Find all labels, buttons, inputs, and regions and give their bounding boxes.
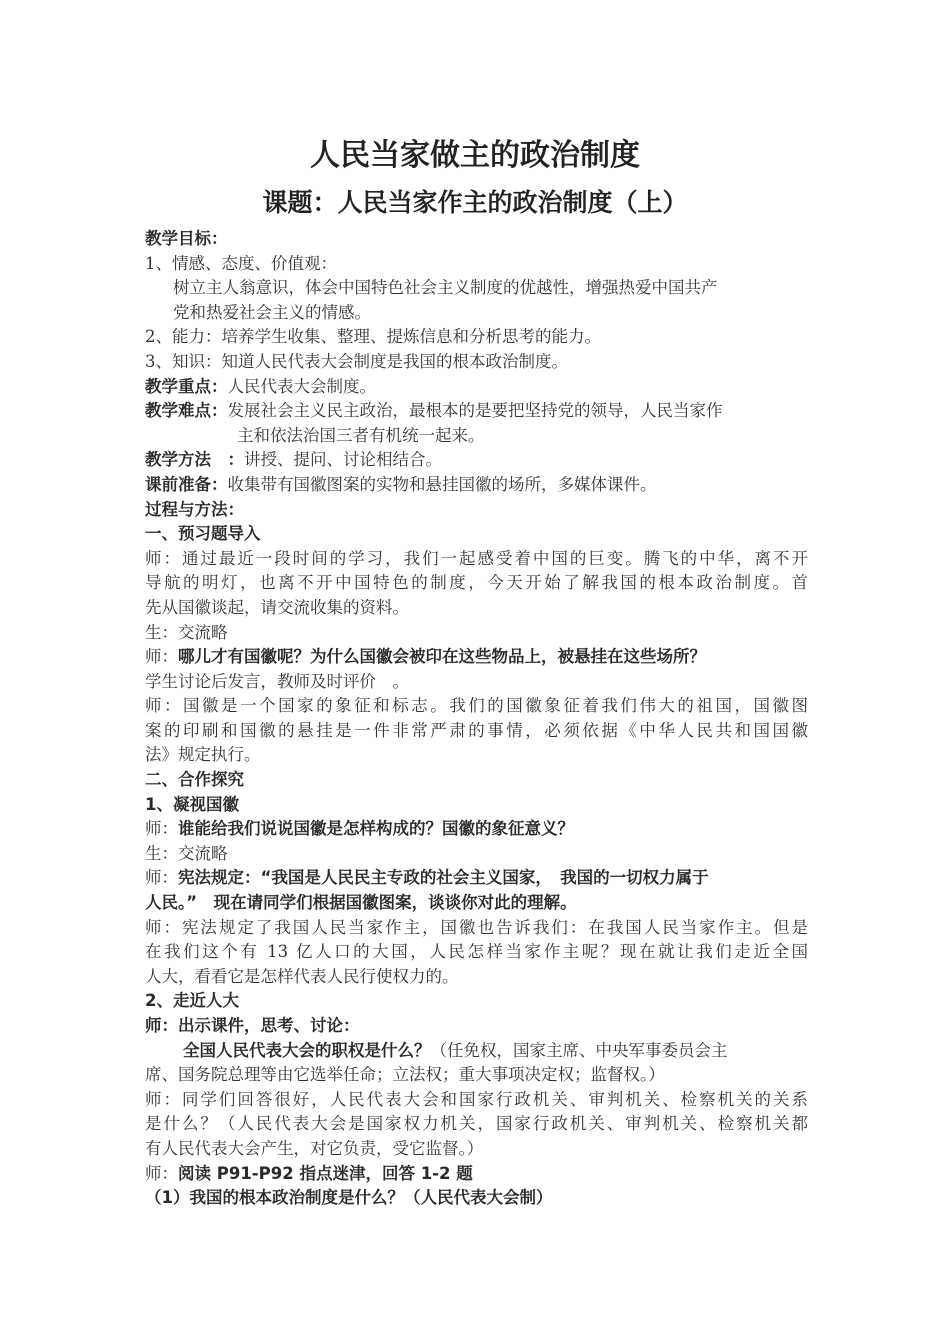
- section-2-heading: 二、合作探究: [145, 770, 244, 790]
- section-1-paragraph-2-a: 师：国徽是一个国家的象征和标志。我们的国徽象征着我们伟大的祖国，国徽图: [145, 696, 808, 716]
- subsection-2-paragraph-a: 师：同学们回答很好，人民代表大会和国家行政机关、审判机关、检察机关的关系: [145, 1089, 808, 1109]
- teacher-prefix: 师：: [145, 868, 178, 888]
- lesson-subtitle: 课题：人民当家作主的政治制度（上）: [262, 188, 688, 217]
- section-1-paragraph-1-b: 导航的明灯，也离不开中国特色的制度，今天开始了解我国的根本政治制度。首: [145, 573, 808, 593]
- npc-powers-answer-a: （任免权，国家主席、中央军事委员会主: [430, 1040, 728, 1060]
- constitution-quote-text-a: 宪法规定：“我国是人民民主专政的社会主义国家， 我国的一切权力属于: [178, 868, 709, 888]
- subsection-2-paragraph-b: 是什么？（人民代表大会是国家权力机关，国家行政机关、审判机关、检察机关都: [145, 1114, 808, 1134]
- goal-3: 3、知识：知道人民代表大会制度是我国的根本政治制度。: [145, 351, 568, 371]
- method-text: 讲授、提问、讨论相结合。: [244, 450, 442, 470]
- npc-powers-answer-b: 席、国务院总理等由它选举任命；立法权；重大事项决定权；监督权。）: [145, 1065, 665, 1085]
- constitution-quote-b: 人民。” 现在请同学们根据国徽图案，谈谈你对此的理解。: [145, 893, 577, 913]
- subsection-1-heading: 1、凝视国徽: [145, 794, 239, 814]
- prep-label: 课前准备：: [145, 474, 228, 494]
- document-body: [145, 227, 808, 1211]
- focus-row: [145, 375, 808, 400]
- subsection-1-paragraph-a: 师：宪法规定了我国人民当家作主，国徽也告诉我们：在我国人民当家作主。但是: [145, 917, 808, 937]
- section-1-question: [145, 645, 808, 670]
- section-1-paragraph-2-b: 案的印刷和国徽的悬挂是一件非常严肃的事情，必须依据《中华人民共和国国徽: [145, 720, 808, 740]
- section-1-heading: 一、预习题导入: [145, 524, 261, 544]
- reading-task-text: 阅读 P91-P92 指点迷津，回答 1-2 题: [178, 1163, 473, 1183]
- goals-heading: 教学目标：: [145, 229, 228, 248]
- section-1-question-text: 哪儿才有国徽呢？为什么国徽会被印在这些物品上，被悬挂在这些场所？: [178, 647, 706, 667]
- difficulty-label: 教学难点：: [145, 401, 228, 421]
- focus-text: 人民代表大会制度。: [227, 376, 376, 396]
- difficulty-text-a: 发展社会主义民主政治，最根本的是要把坚持党的领导，人民当家作: [227, 401, 723, 421]
- goal-2: 2、能力：培养学生收集、整理、提炼信息和分析思考的能力。: [145, 327, 601, 347]
- teacher-prefix: 师：: [145, 819, 178, 839]
- npc-powers-question-text: 全国人民代表大会的职权是什么？: [183, 1040, 431, 1060]
- subsection-1-paragraph-c: 人大，看看它是怎样代表人民行使权力的。: [145, 966, 459, 986]
- subsection-1-question: [145, 817, 808, 842]
- document-title: 人民当家做主的政治制度: [310, 138, 640, 173]
- focus-label: 教学重点：: [145, 376, 228, 396]
- process-heading: 过程与方法：: [145, 499, 244, 519]
- goal-1-text-b: 党和热爱社会主义的情感。: [173, 302, 371, 322]
- prep-text: 收集带有国徽图案的实物和悬挂国徽的场所，多媒体课件。: [227, 474, 657, 494]
- difficulty-row: [145, 399, 808, 424]
- subsection-1-question-text: 谁能给我们说说国徽是怎样构成的？国徽的象征意义？: [178, 819, 574, 839]
- constitution-quote-a: [145, 866, 808, 891]
- section-1-student-reply: 生：交流略: [145, 622, 228, 642]
- question-1: （1）我国的根本政治制度是什么？（人民代表大会制）: [145, 1188, 553, 1208]
- prep-row: [145, 473, 808, 498]
- npc-powers-question: [145, 1039, 808, 1064]
- goal-1-text-a: 树立主人翁意识，体会中国特色社会主义制度的优越性，增强热爱中国共产: [173, 278, 718, 298]
- teacher-prefix: 师：: [145, 1163, 178, 1183]
- goal-1-heading: 1、情感、态度、价值观：: [145, 253, 337, 273]
- subsection-1-student-reply: 生：交流略: [145, 843, 228, 863]
- subsection-2-show: 师：出示课件，思考、讨论：: [145, 1016, 360, 1035]
- section-1-paragraph-1-a: 师：通过最近一段时间的学习，我们一起感受着中国的巨变。腾飞的中华，离不开: [145, 548, 808, 568]
- subsection-2-paragraph-c: 有人民代表大会产生，对它负责，受它监督。）: [145, 1138, 484, 1158]
- method-row: [145, 448, 808, 473]
- method-label: 教学方法 ：: [145, 450, 244, 470]
- teacher-prefix: 师：: [145, 647, 178, 667]
- subsection-1-paragraph-b: 在我们这个有 13 亿人口的大国，人民怎样当家作主呢？现在就让我们走近全国: [145, 942, 808, 962]
- section-1-paragraph-1-c: 先从国徽谈起，请交流收集的资料。: [145, 597, 409, 617]
- reading-task: [145, 1162, 808, 1187]
- difficulty-text-b: 主和依法治国三者有机统一起来。: [237, 425, 485, 445]
- section-1-discussion: 学生讨论后发言，教师及时评价 。: [145, 671, 409, 691]
- subsection-2-heading: 2、走近人大: [145, 991, 239, 1011]
- section-1-paragraph-2-c: 法》规定执行。: [145, 745, 261, 765]
